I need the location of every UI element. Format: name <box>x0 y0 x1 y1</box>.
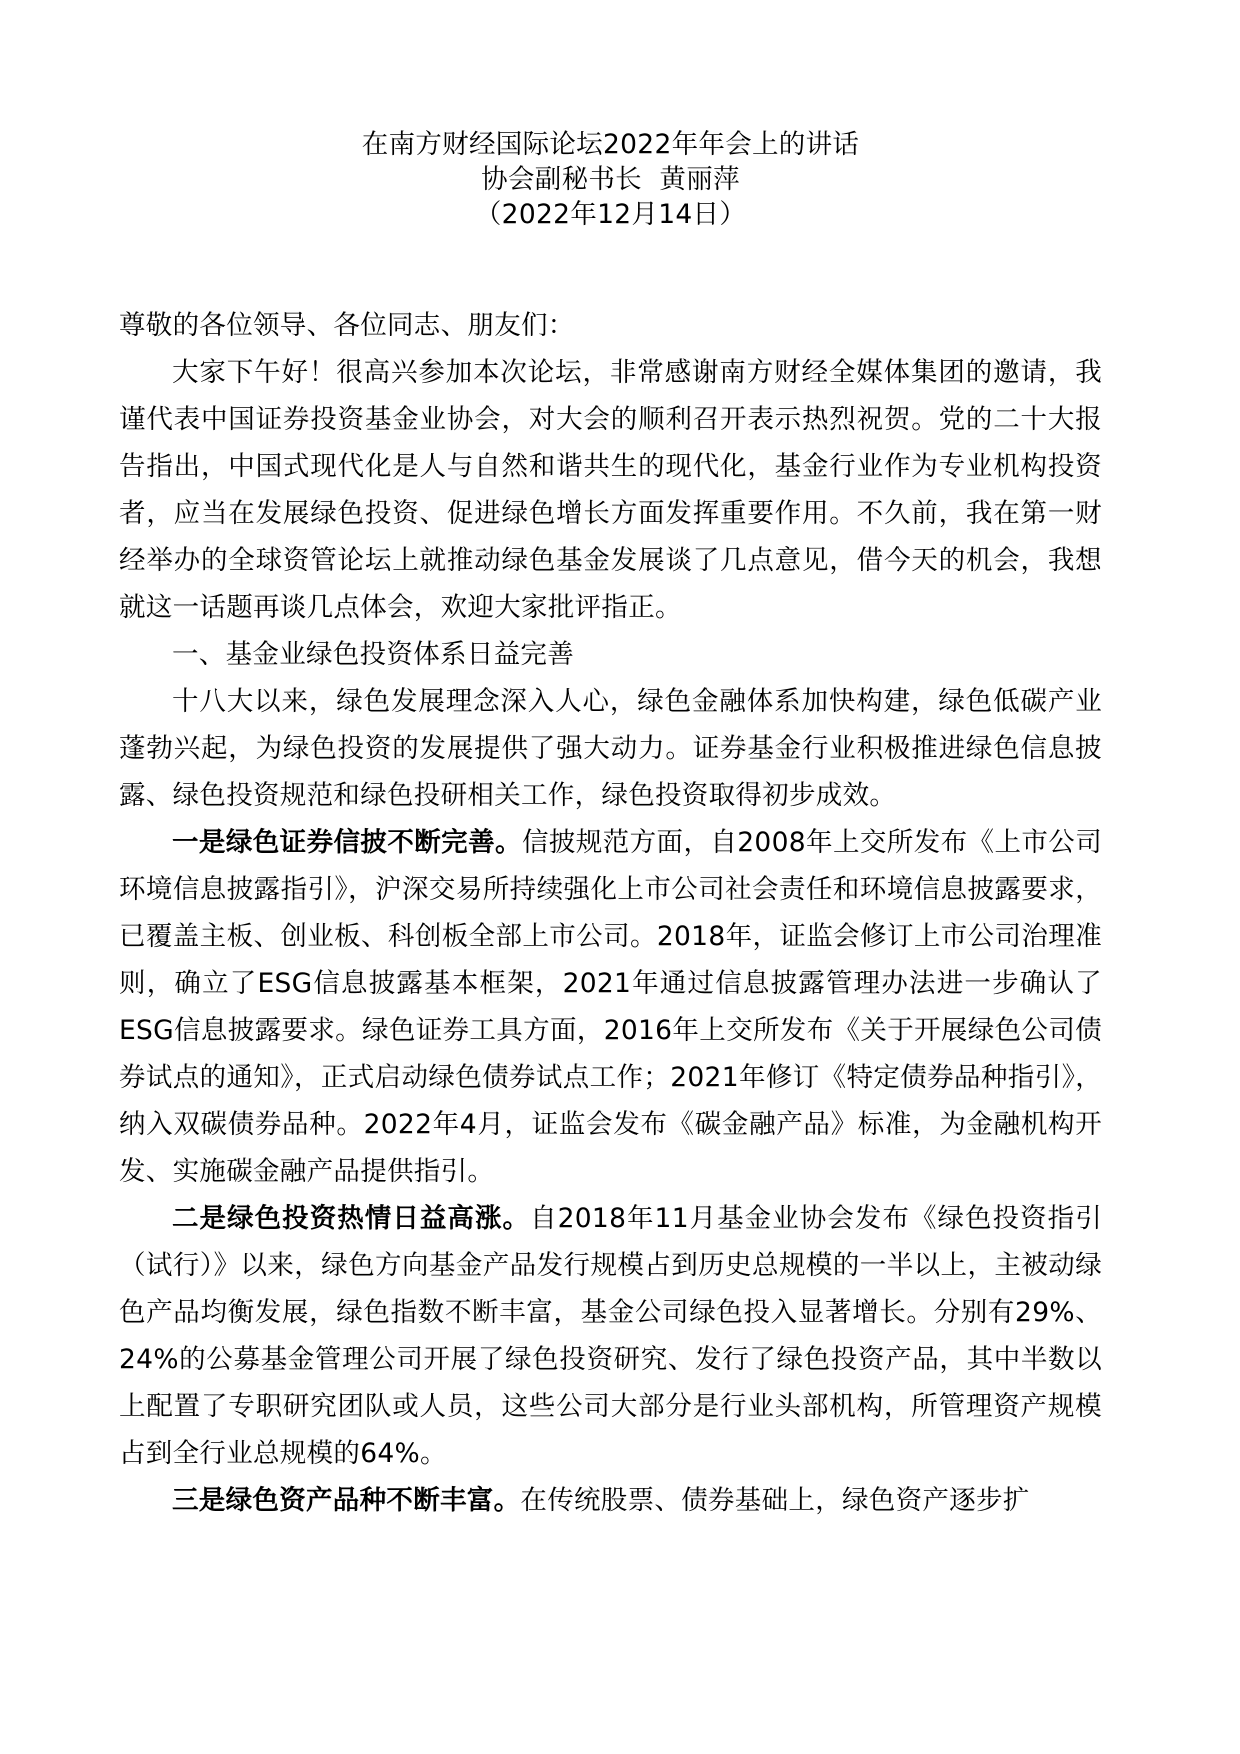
speaker-line: 协会副秘书长 黄丽萍 <box>481 164 740 195</box>
paragraph-text: 十八大以来，绿色发展理念深入人心，绿色金融体系加快构建，绿色低碳产业蓬勃兴起，为绿色投资的发展提供了强大动力。证券基金行业积极推进绿色信息披露、绿色投资规范和绿色投研相关工作，绿色投资取得初步成效。 <box>119 686 1102 811</box>
paragraph-text: 一、基金业绿色投资体系日益完善 <box>172 639 574 670</box>
document-header <box>119 0 1102 232</box>
document-title: 在南方财经国际论坛2022年年会上的讲话 <box>361 129 860 160</box>
paragraph-lead: 三是绿色资产品种不断丰富。 <box>172 1485 521 1516</box>
speech-date: （2022年12月14日） <box>474 199 747 230</box>
section-heading <box>119 631 1102 678</box>
paragraph-point-2 <box>119 1195 1102 1477</box>
paragraph-opening <box>119 349 1102 631</box>
paragraph-point-3 <box>119 1477 1102 1524</box>
paragraph-lead: 一是绿色证券信披不断完善。 <box>172 827 522 858</box>
paragraph-text: 信披规范方面，自2008年上交所发布《上市公司环境信息披露指引》，沪深交易所持续强化上市公司社会责任和环境信息披露要求，已覆盖主板、创业板、科创板全部上市公司。2018年，证监会修订上市公司治理准则，确立了ESG信息披露基本框架，2021年通过信息披露管理办法进一步确认了ESG信息披露要求。绿色证券工具方面，2016年上交所发布《关于开展绿色公司债券试点的通知》，正式启动绿色债券试点工作；2021年修订《特定债券品种指引》，纳入双碳债券品种。2022年4月，证监会发布《碳金融产品》标准，为金融机构开发、实施碳金融产品提供指引。 <box>119 827 1103 1187</box>
paragraph-point-1 <box>119 819 1102 1195</box>
paragraph-text: 大家下午好！很高兴参加本次论坛，非常感谢南方财经全媒体集团的邀请，我谨代表中国证券投资基金业协会，对大会的顺利召开表示热烈祝贺。党的二十大报告指出，中国式现代化是人与自然和谐共生的现代化，基金行业作为专业机构投资者，应当在发展绿色投资、促进绿色增长方面发挥重要作用。不久前，我在第一财经举办的全球资管论坛上就推动绿色基金发展谈了几点意见，借今天的机会，我想就这一话题再谈几点体会，欢迎大家批评指正。 <box>119 357 1102 623</box>
salutation: 尊敬的各位领导、各位同志、朋友们： <box>119 310 575 341</box>
paragraph-text: 自2018年11月基金业协会发布《绿色投资指引（试行）》以来，绿色方向基金产品发行规模占到历史总规模的一半以上，主被动绿色产品均衡发展，绿色指数不断丰富，基金公司绿色投入显著增长。分别有29%、24%的公募基金管理公司开展了绿色投资研究、发行了绿色投资产品，其中半数以上配置了专职研究团队或人员，这些公司大部分是行业头部机构，所管理资产规模占到全行业总规模的64%。 <box>119 1203 1102 1469</box>
paragraph-lead: 二是绿色投资热情日益高涨。 <box>172 1203 531 1234</box>
paragraph-text: 在传统股票、债券基础上，绿色资产逐步扩 <box>520 1485 1030 1516</box>
body-text <box>119 349 1102 1524</box>
paragraph-intro <box>119 678 1102 819</box>
